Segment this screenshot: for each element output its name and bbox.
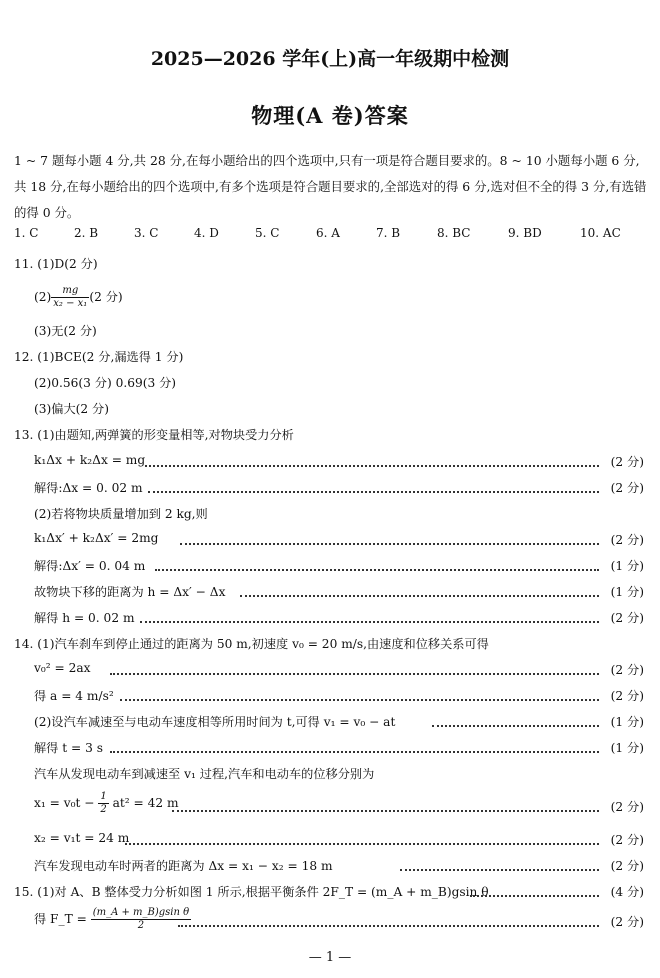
- q14-equation3: x₂ = v₁t = 24 m: [34, 831, 130, 845]
- q14-line4: (2)设汽车减速至与电动车速度相等所用时间为 t,可得 v₁ = v₀ − at: [34, 715, 396, 729]
- q13-line4: (2)若将物块质量增加到 2 kg,则: [34, 507, 208, 521]
- leader-dots: [148, 491, 599, 493]
- leader-dots: [400, 869, 599, 871]
- q14-fraction-denominator: 2: [100, 804, 107, 815]
- q14-equation1: v₀² = 2ax: [34, 661, 91, 675]
- q14-distance: 汽车发现电动车时两者的距离为 Δx = x₁ − x₂ = 18 m: [34, 859, 333, 873]
- q15-equation: [34, 907, 191, 932]
- answer-9: 9. BD: [508, 226, 542, 240]
- answer-7: 7. B: [376, 226, 401, 240]
- scoring-instructions: 1 ~ 7 题每小题 4 分,共 28 分,在每小题给出的四个选项中,只有一项是符合题目要求的。8 ~ 10 小题每小题 6 分,共 18 分,在每小题给出的四个选项中,有多个选项是符合题目要求的,全部选对的得 6 分,选对但不全的得 3 分,有选错的得 0 分。: [14, 153, 647, 220]
- answer-1: 1. C: [14, 226, 39, 240]
- leader-dots: [125, 843, 599, 845]
- q14-score6: (2 分): [610, 833, 644, 847]
- q13-result1: 解得:Δx = 0. 02 m: [34, 481, 143, 495]
- q15-score1: (4 分): [610, 885, 644, 899]
- leader-dots: [240, 595, 599, 597]
- q15-fraction-numerator: (m_A + m_B)gsin θ: [92, 907, 190, 918]
- leader-dots: [178, 925, 599, 927]
- leader-dots: [470, 895, 599, 897]
- q14-score3: (1 分): [610, 715, 644, 729]
- leader-dots: [432, 725, 599, 727]
- q14-equation2-left: x₁ = v₀t −: [34, 796, 95, 810]
- q14-score5: (2 分): [610, 800, 644, 814]
- q13-score1: (2 分): [610, 455, 644, 469]
- leader-dots: [110, 673, 599, 675]
- leader-dots: [110, 751, 599, 753]
- q11-part2-score: (2 分): [89, 290, 123, 304]
- q12-part3: (3)偏大(2 分): [34, 402, 109, 416]
- answer-4: 4. D: [194, 226, 219, 240]
- q13-score3: (2 分): [610, 533, 644, 547]
- q11-fraction-numerator: mg: [51, 285, 89, 298]
- q14-line6: 汽车从发现电动车到减速至 v₁ 过程,汽车和电动车的位移分别为: [34, 767, 375, 781]
- q15-fraction-denominator: 2: [137, 920, 145, 931]
- q14-result2: 解得 t = 3 s: [34, 741, 103, 755]
- answer-3: 3. C: [134, 226, 159, 240]
- q14-score7: (2 分): [610, 859, 644, 873]
- leader-dots: [180, 543, 599, 545]
- q13-score6: (2 分): [610, 611, 644, 625]
- q11-part2: [34, 285, 123, 310]
- q13-result3: 解得 h = 0. 02 m: [34, 611, 135, 625]
- q11-part3: (3)无(2 分): [34, 324, 97, 338]
- leader-dots: [155, 569, 599, 571]
- answer-10: 10. AC: [580, 226, 621, 240]
- answer-2: 2. B: [74, 226, 99, 240]
- q11-part1: 11. (1)D(2 分): [14, 257, 98, 271]
- answer-8: 8. BC: [437, 226, 471, 240]
- q14-equation2: [34, 791, 179, 816]
- q14-score2: (2 分): [610, 689, 644, 703]
- q11-part2-label: (2): [34, 290, 52, 304]
- q14-fraction-numerator: 1: [100, 791, 107, 802]
- q12-part1: 12. (1)BCE(2 分,漏选得 1 分): [14, 350, 184, 364]
- q13-score4: (1 分): [610, 559, 644, 573]
- exam-title: 2025—2026 学年(上)高一年级期中检测: [150, 48, 510, 70]
- q13-line1: 13. (1)由题知,两弹簧的形变量相等,对物块受力分析: [14, 428, 294, 442]
- q14-fraction: [98, 791, 108, 816]
- q13-displacement: 故物块下移的距离为 h = Δx′ − Δx: [34, 585, 226, 599]
- q13-equation2: k₁Δx′ + k₂Δx′ = 2mg: [34, 531, 159, 545]
- q12-part2: (2)0.56(3 分) 0.69(3 分): [34, 376, 177, 390]
- q14-line1: 14. (1)汽车刹车到停止通过的距离为 50 m,初速度 v₀ = 20 m/s,由速度和位移关系可得: [14, 637, 489, 651]
- q14-score4: (1 分): [610, 741, 644, 755]
- leader-dots: [140, 621, 599, 623]
- q13-equation1: k₁Δx + k₂Δx = mg: [34, 453, 146, 467]
- leader-dots: [145, 465, 599, 467]
- leader-dots: [172, 810, 599, 812]
- q13-result2: 解得:Δx′ = 0. 04 m: [34, 559, 146, 573]
- q11-fraction-denominator: x₂ − x₁: [53, 298, 88, 309]
- answer-sheet-subtitle: 物理(A 卷)答案: [251, 103, 409, 128]
- page-number: — 1 —: [308, 950, 352, 965]
- q14-equation2-right: at² = 42 m: [112, 796, 179, 810]
- leader-dots: [120, 699, 599, 701]
- q13-score2: (2 分): [610, 481, 644, 495]
- answer-5: 5. C: [255, 226, 280, 240]
- q15-equation-left: 得 F_T =: [34, 912, 87, 926]
- q11-fraction: [51, 285, 89, 310]
- q14-result1: 得 a = 4 m/s²: [34, 689, 114, 703]
- answer-6: 6. A: [316, 226, 340, 240]
- q15-score2: (2 分): [610, 915, 644, 929]
- q13-score5: (1 分): [610, 585, 644, 599]
- q15-fraction: [91, 907, 191, 932]
- q14-score1: (2 分): [610, 663, 644, 677]
- q15-line1: 15. (1)对 A、B 整体受力分析如图 1 所示,根据平衡条件 2F_T = (m_A + m_B)gsin θ: [14, 885, 489, 899]
